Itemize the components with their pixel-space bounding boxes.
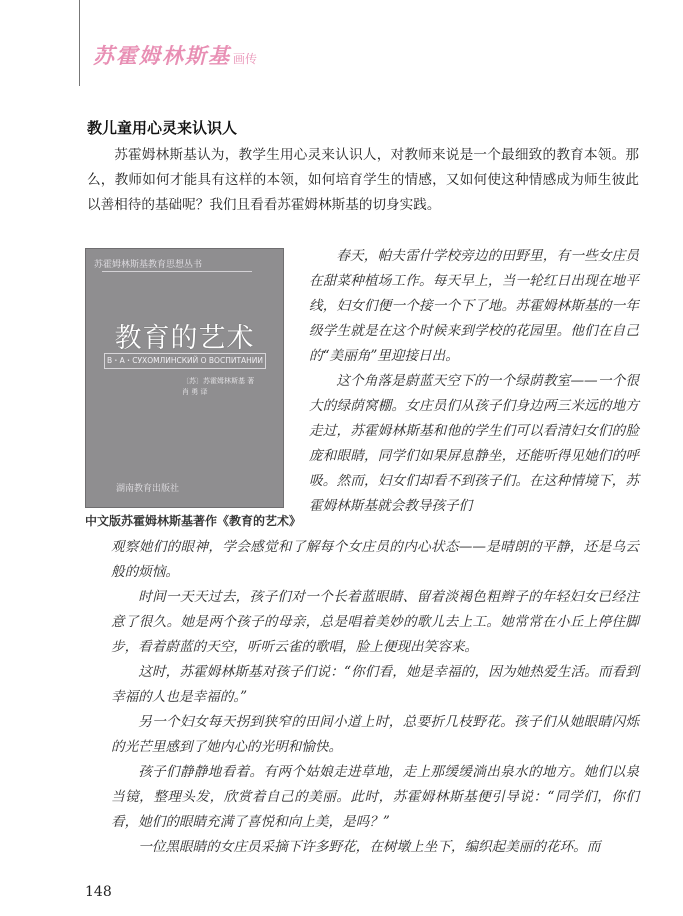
header-rule: [79, 0, 80, 86]
paragraph-2: 这个角落是蔚蓝天空下的一个绿荫教室——一个很大的绿荫窝棚。女庄员们从孩子们身边两三米远的地方走过，苏霍姆林斯基和他的学生们可以看清妇女们的脸庞和眼睛，同学们如果屏息静坐，还能听得见她们的呼吸。然而，妇女们却看不到孩子们。在这种情境下，苏霍姆林斯基就会教导孩子们: [309, 373, 639, 514]
cover-series-rule: [102, 271, 252, 272]
cover-title: 教育的艺术: [114, 323, 255, 354]
paragraph-5: 另一个妇女每天拐到狭窄的田间小道上时，总要折几枝野花。孩子们从她眼睛闪烁的光芒里感到了她内心的光明和愉快。: [111, 714, 639, 755]
paragraph-6: 孩子们静静地看着。有两个姑娘走进草地，走上那缓缓淌出泉水的地方。她们以泉当镜，整理头发，欣赏着自己的美丽。此时，苏霍姆林斯基便引导说：“同学们，你们看，她们的眼睛充满了喜悦和向上美，是吗？”: [111, 764, 639, 830]
intro-paragraph: 苏霍姆林斯基认为，教学生用心灵来认识人，对教师来说是一个最细致的教育本领。那么，教师如何才能具有这样的本领，如何培育学生的情感，又如何使这种情感成为师生彼此以善相待的基础呢？我们且看看苏霍姆林斯基的切身实践。: [87, 147, 639, 213]
paragraph-4: 这时，苏霍姆林斯基对孩子们说：“你们看，她是幸福的，因为她热爱生活。而看到幸福的人也是幸福的。”: [111, 664, 639, 705]
paragraph-7: 一位黑眼睛的女庄员采摘下许多野花，在树墩上坐下，编织起美丽的花环。而: [138, 839, 601, 855]
paragraph-2-continued: 观察她们的眼神，学会感觉和了解每个女庄员的内心状态——是晴朗的平静，还是乌云般的烦恼。: [111, 539, 639, 580]
page-number: 148: [85, 884, 112, 900]
book-title: 苏霍姆林斯基: [93, 43, 231, 68]
main-column-text: [111, 535, 639, 860]
cover-russian-subtitle: В・А・СУХОМЛИНСКИЙ О ВОСПИТАНИИ: [104, 353, 266, 369]
paragraph-3: 时间一天天过去，孩子们对一个长着蓝眼睛、留着淡褐色粗辫子的年轻妇女已经注意了很久。她是两个孩子的母亲，总是唱着美妙的歌儿去上工。她常常在小丘上停住脚步，看着蔚蓝的天空，听听云雀的歌唱，脸上便现出笑容来。: [111, 589, 639, 655]
right-column-text: [309, 244, 639, 519]
book-subtitle: 画传: [233, 52, 258, 66]
running-header: [93, 40, 257, 70]
book-cover-photo: [85, 248, 284, 508]
cover-publisher: 湖南教育出版社: [116, 484, 180, 494]
paragraph-1: 春天，帕夫雷什学校旁边的田野里，有一些女庄员在甜菜种植场工作。每天早上，当一轮红日出现在地平线，妇女们便一个接一个下了地。苏霍姆林斯基的一年级学生就是在这个时候来到学校的花园里。他们在自己的“美丽角”里迎接日出。: [309, 248, 639, 364]
section-title: 教儿童用心灵来认识人: [87, 119, 238, 137]
cover-author-line: 〔苏〕苏霍姆林斯基 著: [182, 377, 255, 385]
figure-caption: 中文版苏霍姆林斯基著作《教育的艺术》: [85, 514, 302, 528]
cover-series-label: 苏霍姆林斯基教育思想丛书: [94, 260, 203, 270]
cover-author-block: [182, 376, 254, 398]
cover-translator-line: 肖 勇 译: [182, 388, 208, 396]
